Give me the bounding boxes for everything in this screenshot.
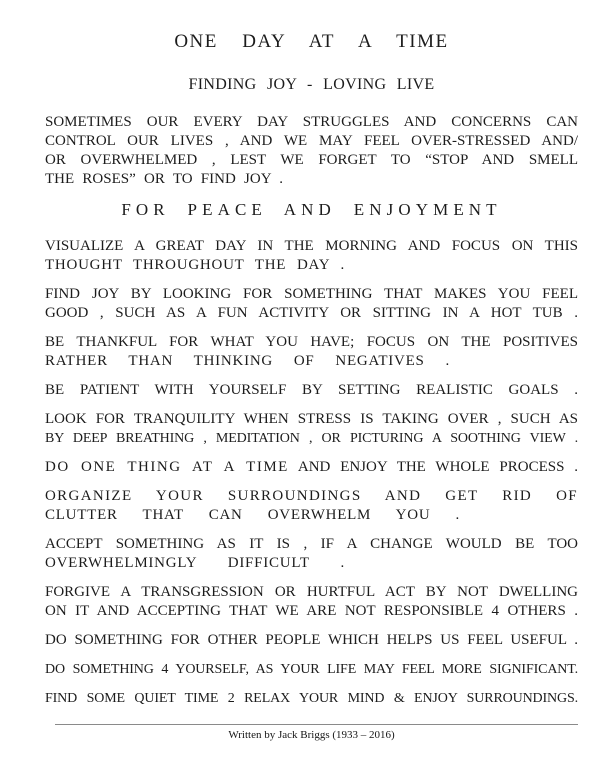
section-heading: FOR PEACE AND ENJOYMENT: [121, 200, 502, 219]
page-title: ONE DAY AT A TIME: [174, 31, 449, 52]
text-line: VISUALIZE A GREAT DAY IN THE MORNING AND FOCUS ON THIS: [45, 238, 578, 254]
text-line: ACCEPT SOMETHING AS IT IS , IF A CHANGE WOULD BE TOO: [45, 536, 578, 552]
paragraph-forgive: [45, 583, 578, 621]
text-line-spread-part: DO ONE THING AT A TIME: [45, 459, 289, 475]
text-line: RATHER THAN THINKING OF NEGATIVES .: [45, 353, 450, 369]
paragraph-be-patient: [45, 381, 578, 400]
text-line: BE PATIENT WITH YOURSELF BY SETTING REALISTIC GOALS .: [45, 382, 578, 398]
paragraph-tranquility: [45, 410, 578, 448]
text-line: GOOD , SUCH AS A FUN ACTIVITY OR SITTING IN A HOT TUB .: [45, 305, 578, 321]
paragraph-be-thankful: [45, 333, 578, 371]
text-line: DO SOMETHING 4 YOURSELF, AS YOUR LIFE MAY FEEL MORE SIGNIFICANT.: [45, 662, 578, 677]
paragraph-quiet-time: [45, 689, 578, 708]
text-line: OVERWHELMINGLY DIFFICULT .: [45, 555, 345, 571]
text-line: ORGANIZE YOUR SURROUNDINGS AND GET RID OF: [45, 488, 578, 504]
paragraph-organize: [45, 487, 578, 525]
text-line: SOMETIMES OUR EVERY DAY STRUGGLES AND CONCERNS CAN: [45, 114, 578, 130]
text-line: FIND SOME QUIET TIME 2 RELAX YOUR MIND & ENJOY SURROUNDINGS.: [45, 691, 578, 706]
text-line: OR OVERWHELMED , LEST WE FORGET TO “STOP AND SMELL: [45, 152, 578, 168]
text-line: DO SOMETHING FOR OTHER PEOPLE WHICH HELPS US FEEL USEFUL .: [45, 632, 578, 648]
footer-divider: [55, 724, 578, 725]
footer-credit: Written by Jack Briggs (1933 – 2016): [228, 729, 395, 741]
paragraph-visualize: [45, 237, 578, 275]
text-line: BY DEEP BREATHING , MEDITATION , OR PICTURING A SOOTHING VIEW .: [45, 431, 578, 446]
text-line: CLUTTER THAT CAN OVERWHELM YOU .: [45, 507, 460, 523]
text-line: BE THANKFUL FOR WHAT YOU HAVE; FOCUS ON THE POSITIVES: [45, 334, 578, 350]
page-subtitle: FINDING JOY - LOVING LIVE: [188, 76, 435, 93]
text-line: FIND JOY BY LOOKING FOR SOMETHING THAT MAKES YOU FEEL: [45, 286, 578, 302]
text-line: CONTROL OUR LIVES , AND WE MAY FEEL OVER-STRESSED AND/: [45, 133, 578, 149]
paragraph-do-for-others: [45, 631, 578, 650]
text-line: LOOK FOR TRANQUILITY WHEN STRESS IS TAKING OVER , SUCH AS: [45, 411, 578, 427]
paragraph-sometimes: [45, 113, 578, 189]
text-line: ON IT AND ACCEPTING THAT WE ARE NOT RESPONSIBLE 4 OTHERS .: [45, 603, 578, 619]
paragraph-do-for-yourself: [45, 660, 578, 679]
paragraph-find-joy: [45, 285, 578, 323]
text-line-rest-part: AND ENJOY THE WHOLE PROCESS .: [297, 459, 578, 475]
paragraph-accept: [45, 535, 578, 573]
text-line: THE ROSES” OR TO FIND JOY .: [45, 171, 283, 187]
text-line: [45, 458, 578, 477]
text-line: THOUGHT THROUGHOUT THE DAY .: [45, 257, 345, 273]
text-line: FORGIVE A TRANSGRESSION OR HURTFUL ACT BY NOT DWELLING: [45, 584, 578, 600]
paragraph-do-one-thing: [45, 458, 578, 477]
